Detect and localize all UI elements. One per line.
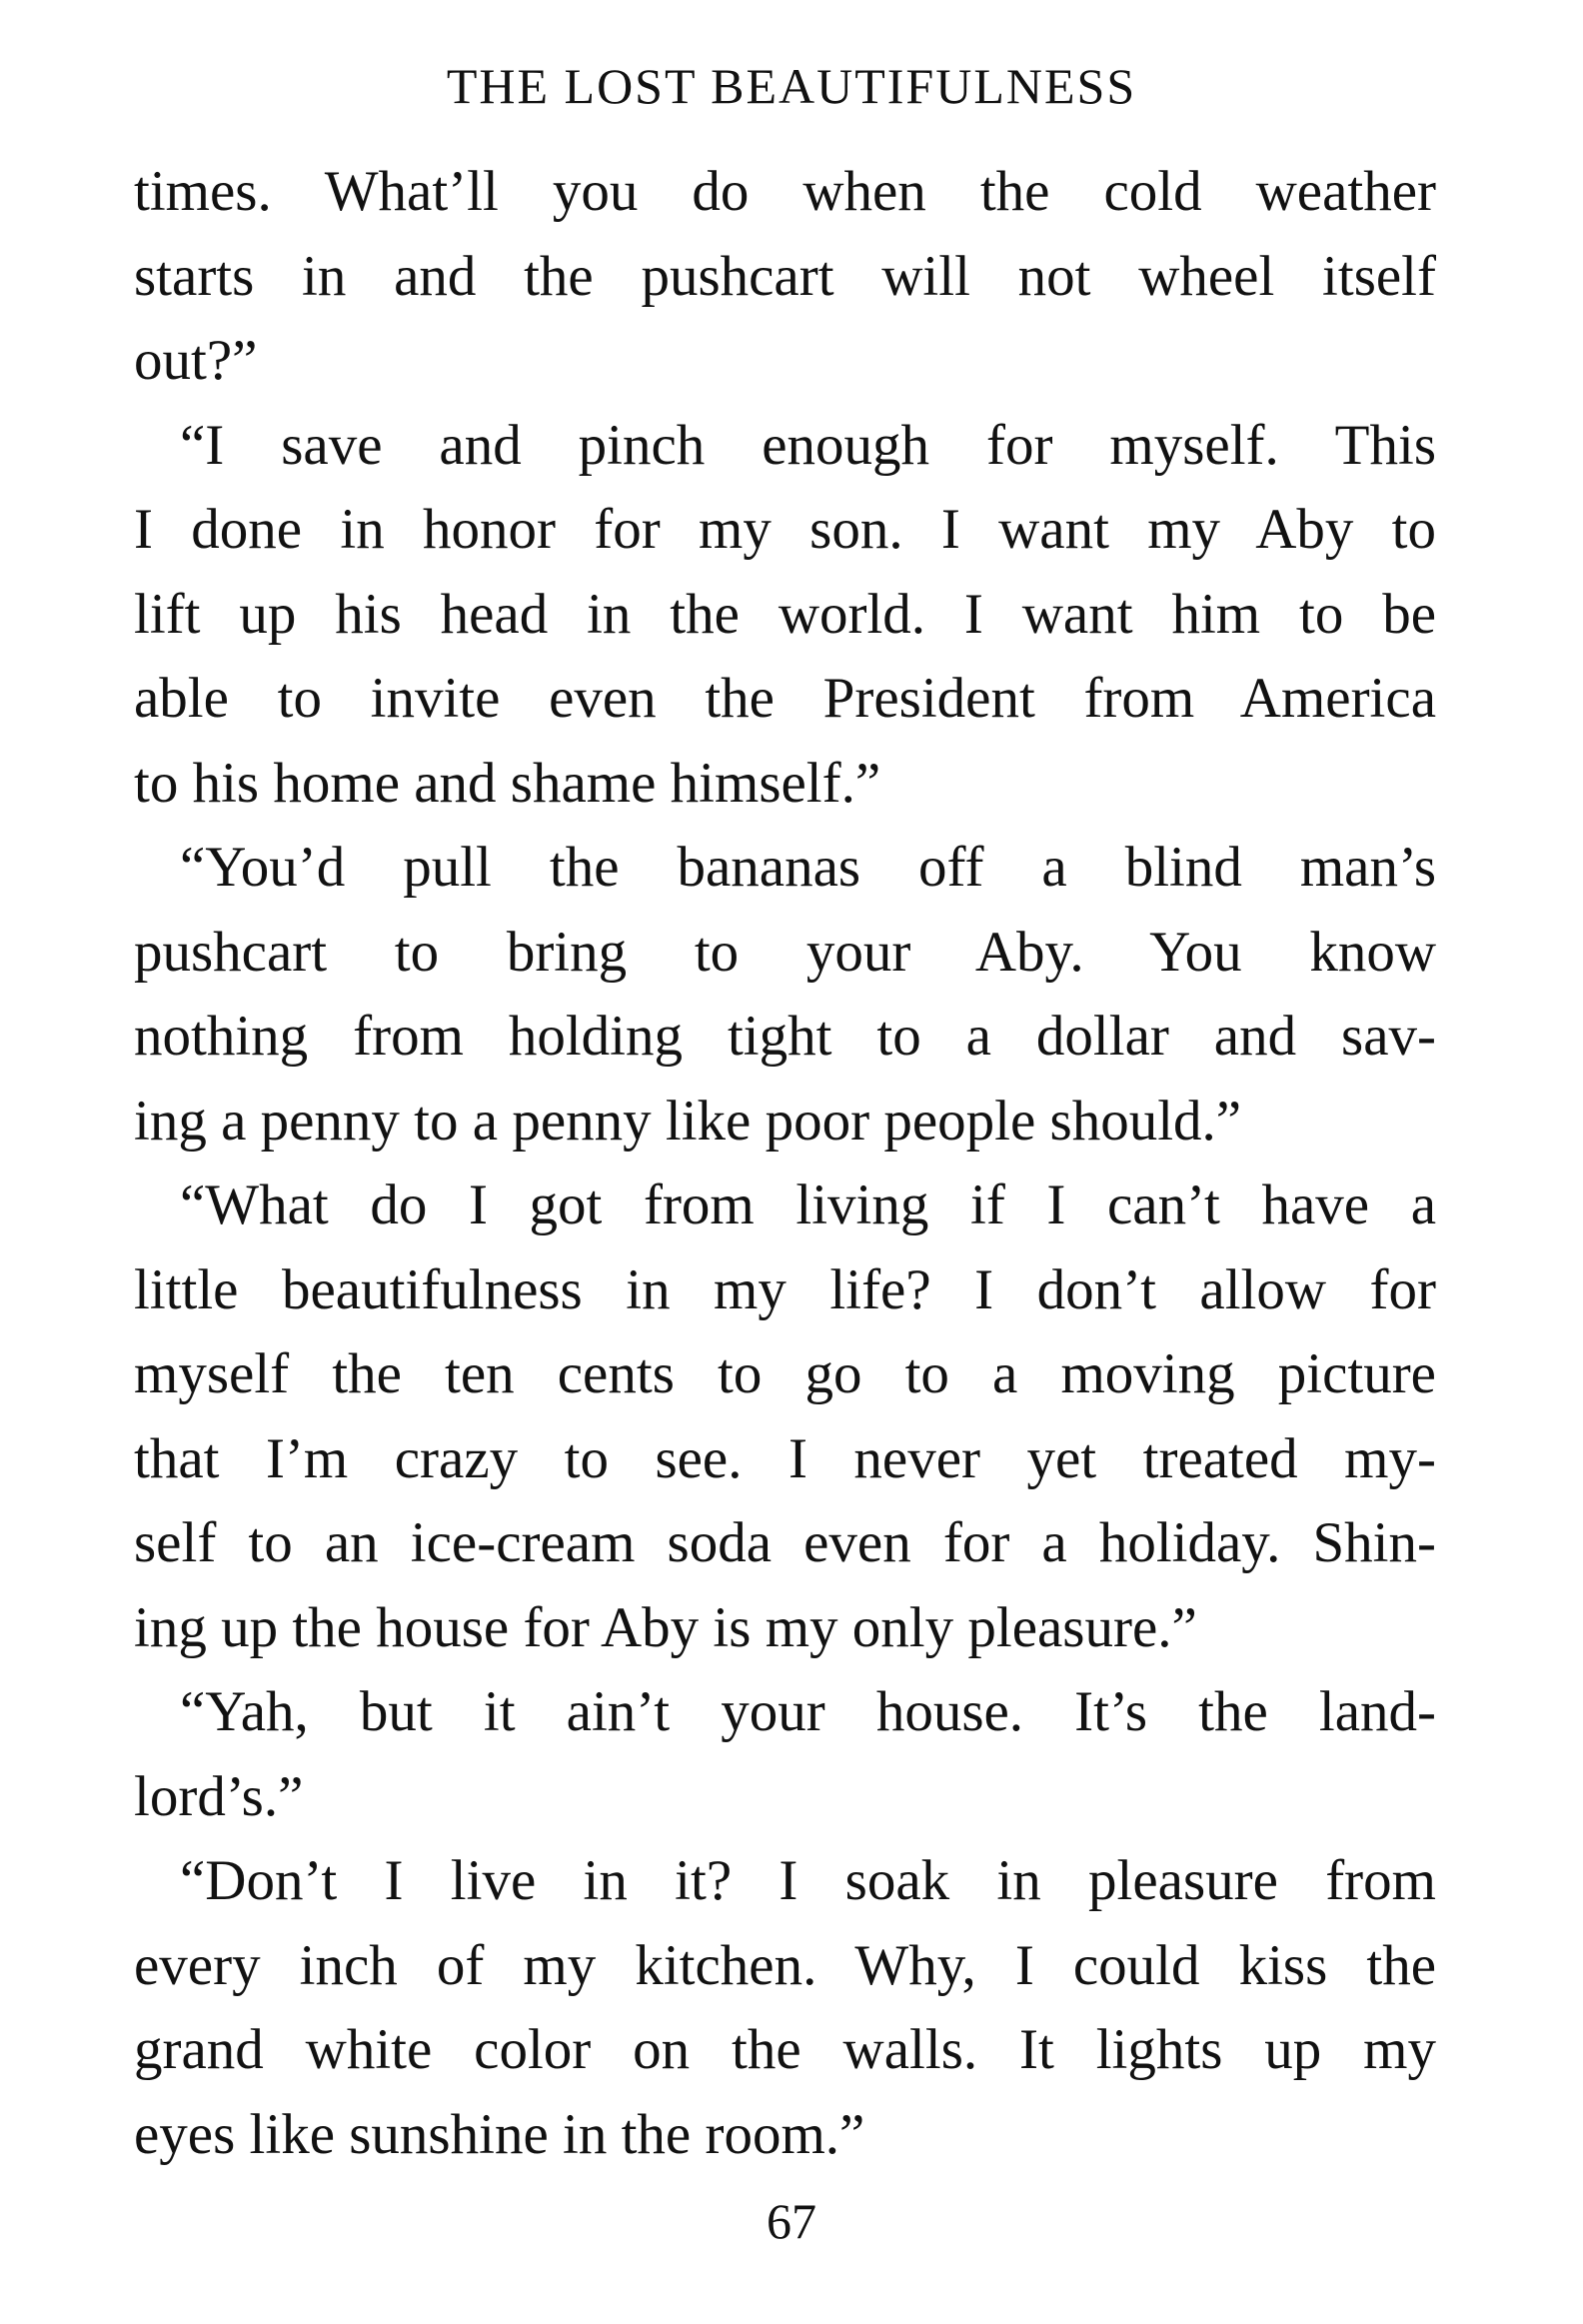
text-line: myself the ten cents to go to a moving picture	[134, 1342, 1436, 1405]
text-line: to his home and shame himself.”	[134, 751, 881, 815]
text-line: starts in and the pushcart will not wheel itself	[134, 244, 1436, 308]
text-line: little beautifulness in my life? I don’t allow for	[134, 1257, 1436, 1321]
text-line: lift up his head in the world. I want him to be	[134, 582, 1436, 646]
text-line: ing a penny to a penny like poor people should.”	[134, 1089, 1242, 1153]
text-line: times. What’ll you do when the cold weather	[134, 160, 1436, 223]
text-line: “Don’t I live in it? I soak in pleasure from	[180, 1849, 1436, 1912]
text-line: “I save and pinch enough for myself. This	[180, 413, 1436, 477]
text-line: “What do I got from living if I can’t have a	[180, 1173, 1436, 1236]
text-line: out?”	[134, 329, 258, 392]
text-line: eyes like sunshine in the room.”	[134, 2102, 865, 2166]
body-text	[134, 150, 1436, 2177]
text-line: ing up the house for Aby is my only pleasure.”	[134, 1595, 1197, 1659]
page-number: 67	[767, 2193, 816, 2249]
text-line: nothing from holding tight to a dollar and sav-	[134, 1005, 1436, 1068]
text-line: grand white color on the walls. It lights up my	[134, 2018, 1436, 2081]
text-line: lord’s.”	[134, 1764, 304, 1828]
text-line: “Yah, but it ain’t your house. It’s the land-	[180, 1680, 1436, 1743]
text-line: that I’m crazy to see. I never yet treated my-	[134, 1426, 1436, 1490]
text-line: self to an ice-cream soda even for a holiday. Shin-	[134, 1511, 1436, 1574]
text-line: every inch of my kitchen. Why, I could kiss the	[134, 1933, 1436, 1997]
text-line: pushcart to bring to your Aby. You know	[134, 920, 1436, 984]
text-line: able to invite even the President from America	[134, 667, 1436, 730]
text-line: “You’d pull the bananas off a blind man’s	[180, 836, 1436, 899]
text-line: I done in honor for my son. I want my Aby to	[134, 498, 1436, 561]
running-head: THE LOST BEAUTIFULNESS	[446, 58, 1137, 114]
